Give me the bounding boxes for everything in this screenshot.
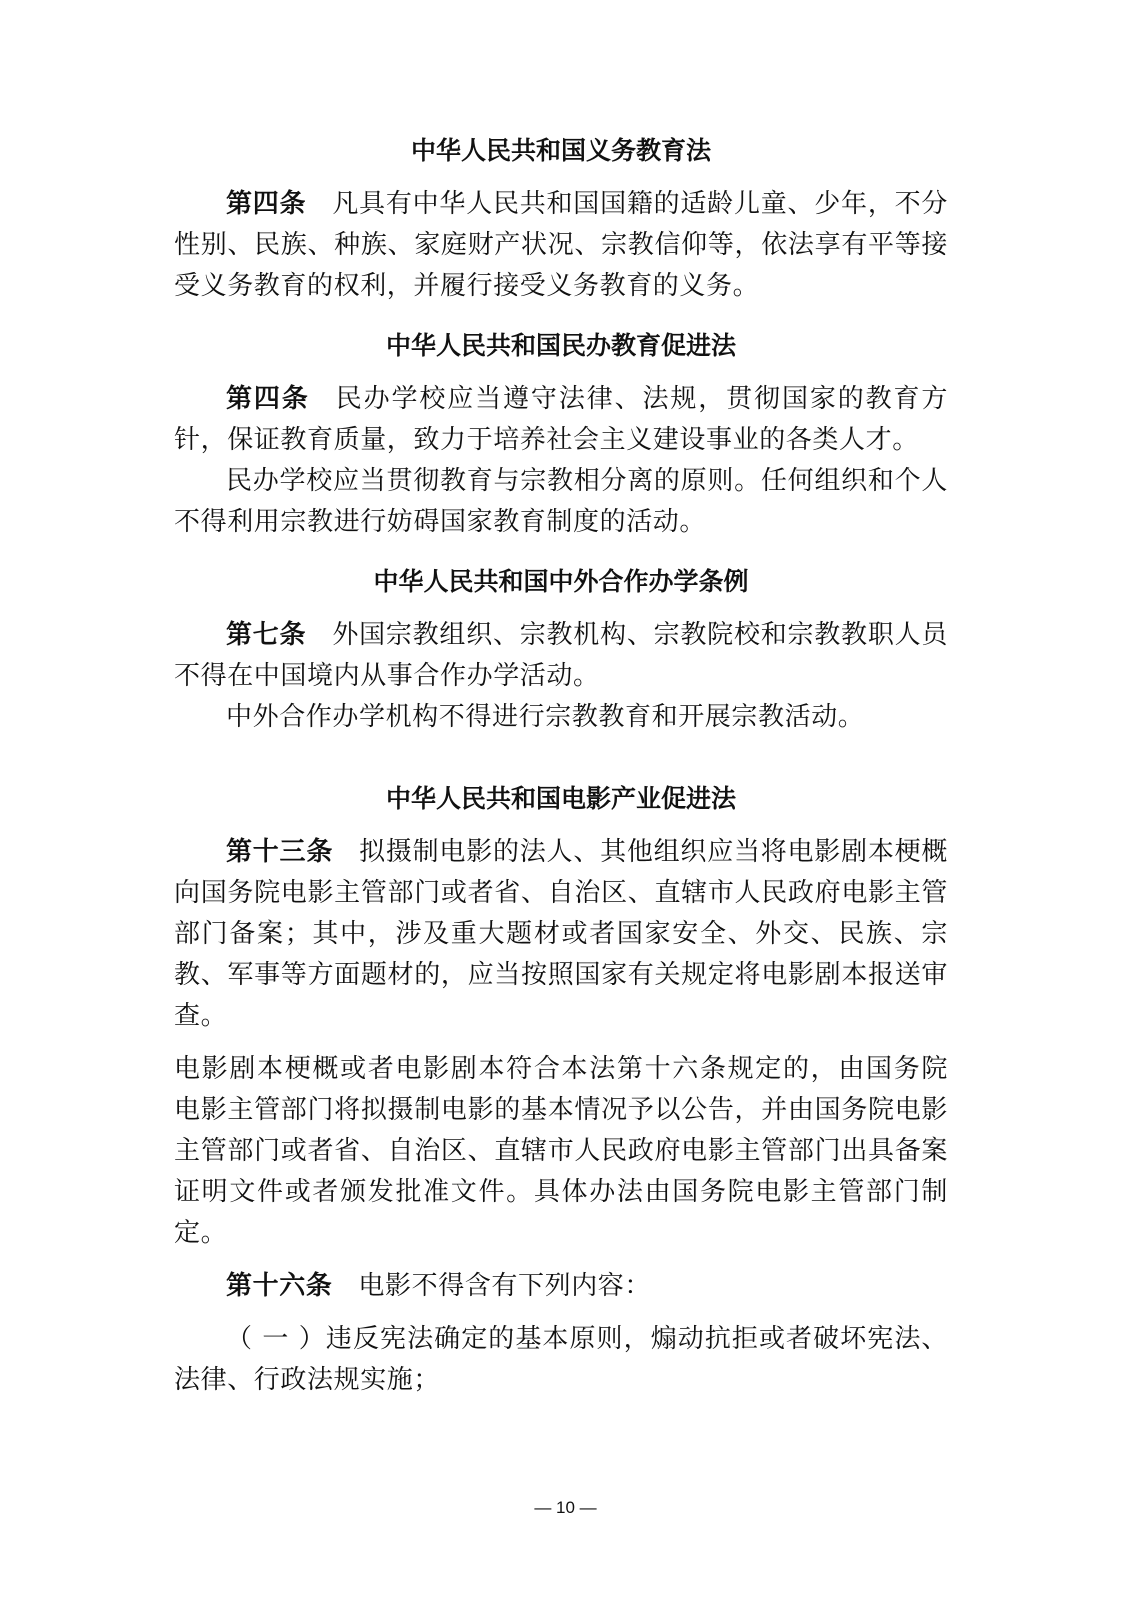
article-label: 第十三条 <box>226 837 334 867</box>
article-paragraph <box>174 1266 948 1307</box>
law-title: 中华人民共和国电影产业促进法 <box>385 784 736 813</box>
article-paragraph <box>174 1049 948 1254</box>
article-paragraph <box>174 832 948 1037</box>
article-text: 民办学校应当贯彻教育与宗教相分离的原则。任何组织和个人不得利用宗教进行妨碍国家教育制度的活动。 <box>174 466 948 537</box>
article-label: 第七条 <box>226 620 307 650</box>
article-paragraph <box>174 1319 948 1401</box>
document-body <box>174 130 948 1401</box>
article-text: 拟摄制电影的法人、其他组织应当将电影剧本梗概向国务院电影主管部门或者省、自治区、直辖市人民政府电影主管部门备案；其中，涉及重大题材或者国家安全、外交、民族、宗教、军事等方面题材的，应当按照国家有关规定将电影剧本报送审查。 <box>174 837 948 1031</box>
article-text: 民办学校应当遵守法律、法规，贯彻国家的教育方针，保证教育质量，致力于培养社会主义建设事业的各类人才。 <box>174 384 948 455</box>
article-text: 中外合作办学机构不得进行宗教教育和开展宗教活动。 <box>226 702 865 732</box>
law-title: 中华人民共和国民办教育促进法 <box>385 331 736 360</box>
article-text: 电影不得含有下列内容： <box>358 1271 652 1301</box>
law-title: 中华人民共和国中外合作办学条例 <box>373 567 749 596</box>
article-text: 电影剧本梗概或者电影剧本符合本法第十六条规定的，由国务院 电影主管部门将拟摄制电影的基本情况予以公告，并由国务院电影主管部门或者省、自治区、直辖市人民政府电影主管部门出具备案证明文件或者颁发批准文件。具体办法由国务院电影主管部门制定。 <box>174 1054 948 1248</box>
article-label: 第十六条 <box>226 1271 333 1301</box>
law-title: 中华人民共和国义务教育法 <box>410 136 711 165</box>
article-paragraph <box>174 184 948 307</box>
article-text: 凡具有中华人民共和国国籍的适龄儿童、少年，不分性别、民族、种族、家庭财产状况、宗教信仰等，依法享有平等接受义务教育的权利，并履行接受义务教育的义务。 <box>174 189 948 301</box>
article-text: （ 一 ）违反宪法确定的基本原则，煽动抗拒或者破坏宪法、法律、行政法规实施； <box>174 1324 948 1395</box>
page-number: — 10 — <box>534 1498 597 1517</box>
article-label: 第四条 <box>226 189 307 219</box>
article-label: 第四条 <box>226 384 310 414</box>
article-paragraph <box>174 615 948 697</box>
article-paragraph <box>174 697 948 738</box>
article-text: 外国宗教组织、宗教机构、宗教院校和宗教教职人员不得在中国境内从事合作办学活动。 <box>174 620 948 691</box>
article-paragraph <box>174 461 948 543</box>
article-paragraph <box>174 379 948 461</box>
